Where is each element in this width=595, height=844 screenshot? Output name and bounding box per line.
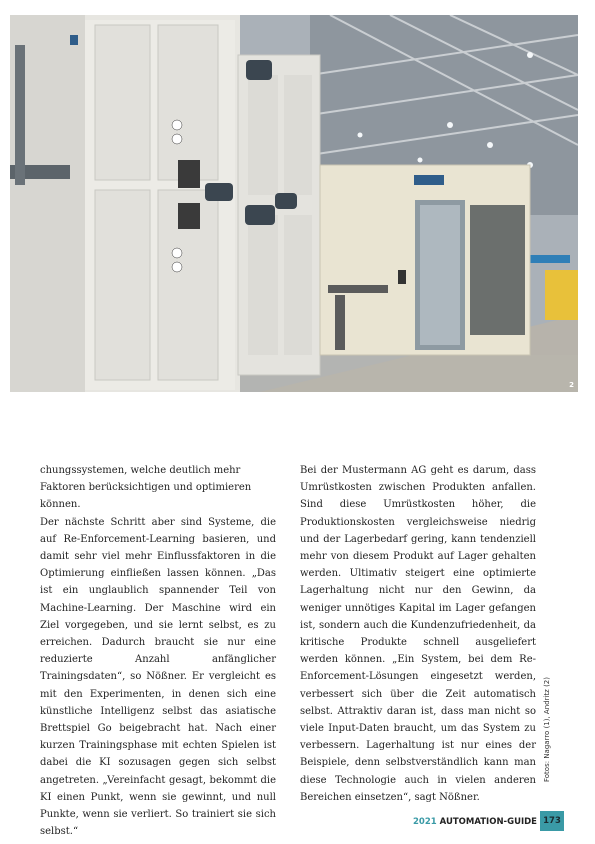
right-text-column xyxy=(300,462,536,806)
footer-title: AUTOMATION-GUIDE xyxy=(439,817,537,827)
photo-number: 2 xyxy=(569,381,574,389)
page-number: 173 xyxy=(540,811,564,831)
left-paragraph-2: Der nächste Schritt aber sind Systeme, die auf Re-Enforcement-Learning basieren, und damit sehr viel mehr Einflussfaktoren in die Optimierung einfließen lassen können. „Das ist ein unglaublich spannender Teil von Machine-Learning. Der Maschine wird ein Ziel vorgegeben, und sie lernt selbst, es zu erreichen. Dadurch braucht sie nur eine reduzierte Anzahl anfänglicher Trainingsdaten“, so Nößner. Er vergleicht es mit den Experimenten, in denen sich eine künstliche Intelligenz selbst das asiatische Brettspiel Go beigebracht hat. Nach einer kurzen Trainingsphase mit echten Spielen ist dabei die KI sozusagen gegen sich selbst angetreten. „Vereinfacht gesagt, bekommt die KI einen Punkt, wenn sie gewinnt, und null Punkte, wenn sie verliert. So trainiert sie sich selbst.“ xyxy=(40,516,276,838)
left-text-column xyxy=(40,462,276,840)
article-photo xyxy=(10,15,578,392)
page-footer xyxy=(413,817,537,827)
factory-illustration xyxy=(10,15,578,392)
left-paragraph-1: chungssystemen, welche deutlich mehr Faktoren berücksichtigen und optimieren können. xyxy=(40,465,252,511)
right-paragraph-1: Bei der Mustermann AG geht es darum, dass Umrüstkosten zwischen Produkten anfallen. Sind diese Umrüstkosten höher, die Produktionskosten vergleichsweise niedrig und der Lagerbedarf gering, kann tendenziell mehr von diesem Produkt auf Lager gehalten werden. Ultimativ steigert eine optimierte Lagerhaltung nicht nur den Gewinn, da weniger unnötiges Kapital im Lager gefangen ist, sondern auch die Kundenzufriedenheit, da kritische Produkte schnell ausgeliefert werden können. „Ein System, bei dem Re-Enforcement-Lösungen eingesetzt werden, verbessert sich über die Zeit automatisch selbst. Attraktiv daran ist, dass man nicht so viele Input-Daten braucht, um das System zu verbessern. Lagerhaltung ist nur eines der Beispiele, denn selbstverständlich kann man diese Technologie auch in vielen anderen Bereichen einsetzen“, sagt Nößner. xyxy=(300,465,536,803)
footer-year: 2021 xyxy=(413,817,437,827)
photo-credit: Fotos: Nagarro (1), Andritz (2) xyxy=(543,677,551,782)
